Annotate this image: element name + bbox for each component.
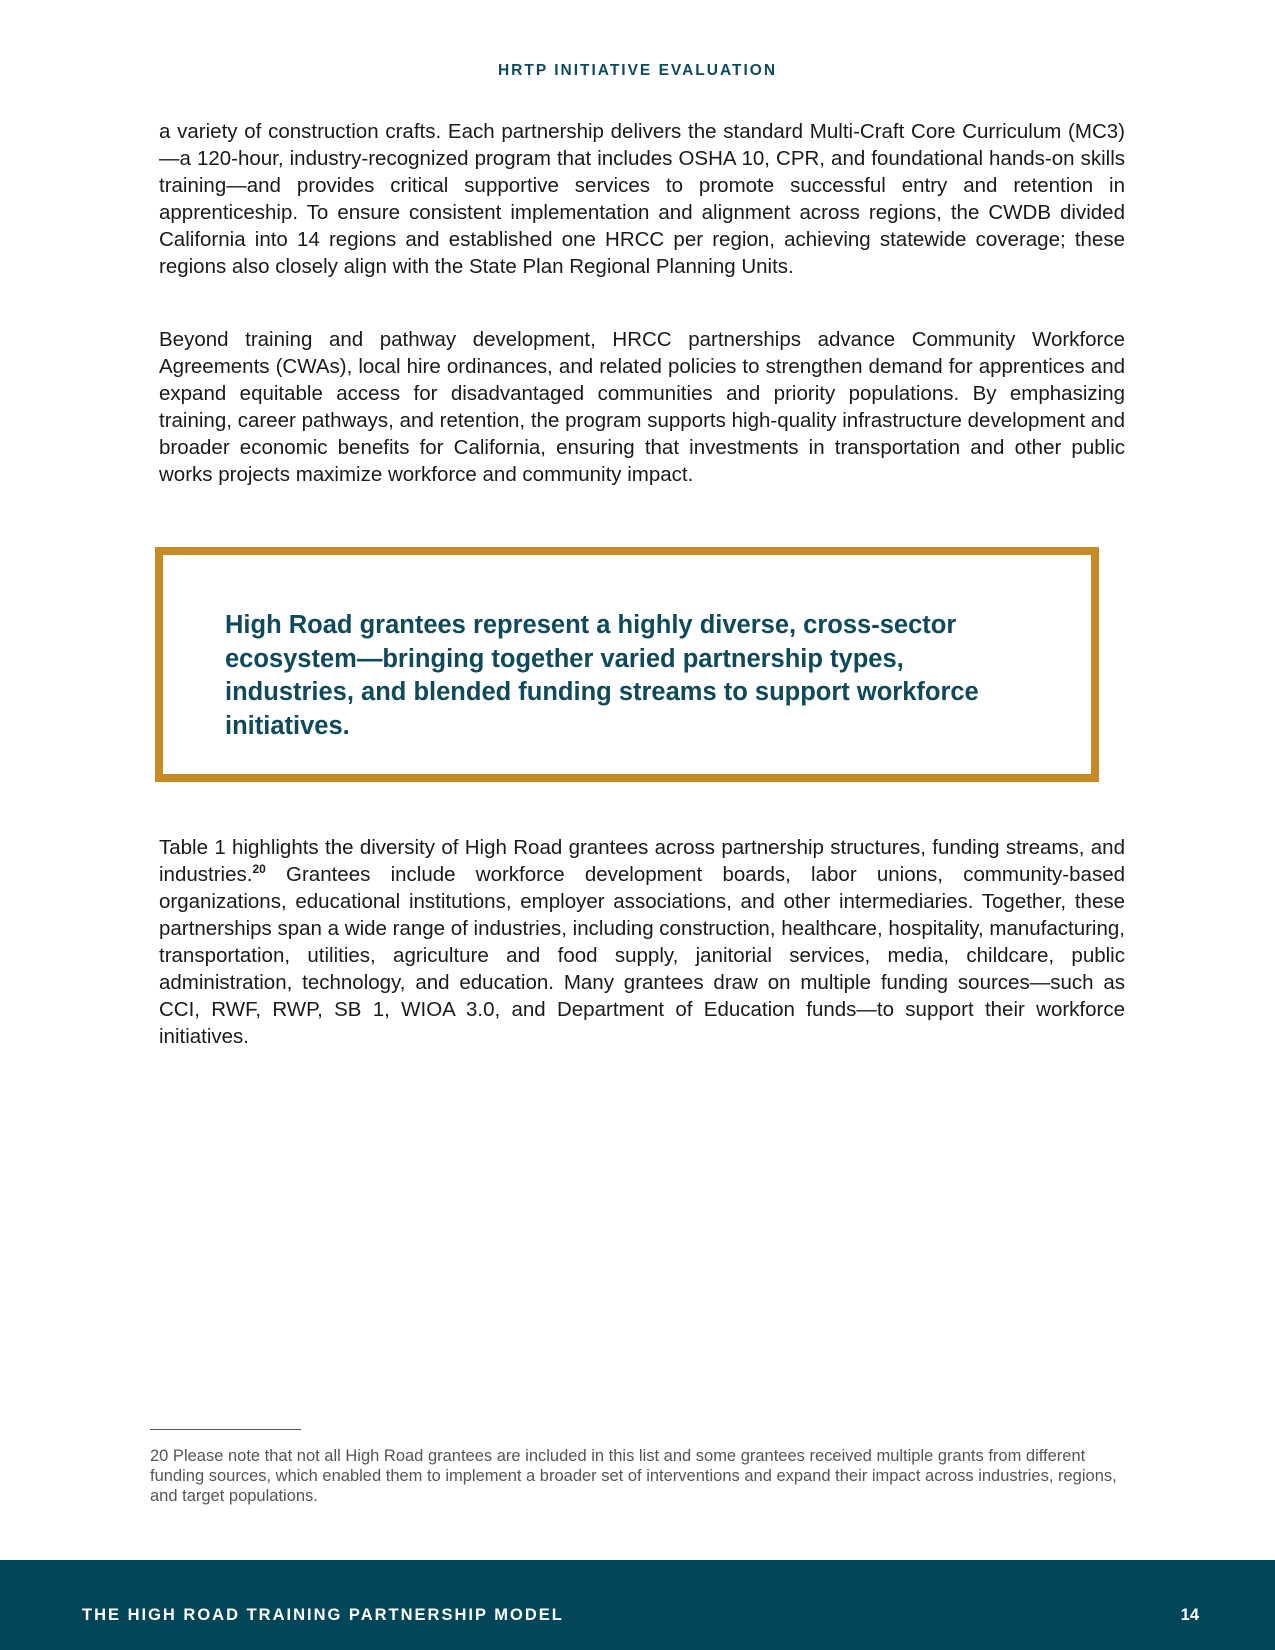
page-footer — [0, 1560, 1275, 1650]
body-paragraph-2: Beyond training and pathway development, HRCC partnerships advance Community Workforce Agreements (CWAs), local hire ordinances, and related policies to strengthen demand for apprentices and expand equitable access for disadvantaged communities and priority populations. By emphasizing training, career pathways, and retention, the program supports high-quality infrastructure development and broader economic benefits for California, ensuring that investments in transportation and other public works projects maximize workforce and community impact. — [159, 328, 1125, 486]
paragraph-3-text-after-ref: Grantees include workforce development boards, labor unions, community-based organizations, educational institutions, employer associations, and other intermediaries. Together, these partnerships span a wide range of industries, including construction, healthcare, hospitality, manufacturing, transportation, utilities, agriculture and food supply, janitorial services, media, childcare, public administration, technology, and education. Many grantees draw on multiple funding sources—such as CCI, RWF, RWP, SB 1, WIOA 3.0, and Department of Education funds—to support their workforce initiatives. — [159, 863, 1125, 1048]
footnote-divider — [150, 1429, 301, 1430]
pull-quote-box — [155, 547, 1099, 782]
paragraph-3-text-before-ref: Table 1 highlights the diversity of High Road grantees across partnership structures, funding streams, and industries. — [159, 836, 1125, 886]
footer-title: THE HIGH ROAD TRAINING PARTNERSHIP MODEL — [82, 1606, 564, 1624]
footnote-reference[interactable]: 20 — [252, 862, 266, 877]
running-header: HRTP INITIATIVE EVALUATION — [497, 62, 778, 79]
body-paragraph-3 — [159, 834, 1125, 1050]
pull-quote-text: High Road grantees represent a highly diverse, cross-sector ecosystem—bringing together varied partnership types, industries, and blended funding streams to support workforce initiatives. — [225, 611, 979, 740]
footnote-20: 20 Please note that not all High Road grantees are included in this list and some grantees received multiple grants from different funding sources, which enabled them to implement a broader set of interventions and expand their impact across industries, regions, and target populations. — [150, 1447, 1117, 1505]
body-paragraph-1: a variety of construction crafts. Each partnership delivers the standard Multi-Craft Core Curriculum (MC3)—a 120-hour, industry-recognized program that includes OSHA 10, CPR, and foundational hands-on skills training—and provides critical supportive services to promote successful entry and retention in apprenticeship. To ensure consistent implementation and alignment across regions, the CWDB divided California into 14 regions and established one HRCC per region, achieving statewide coverage; these regions also closely align with the State Plan Regional Planning Units. — [159, 120, 1125, 278]
page-number: 14 — [1180, 1606, 1199, 1624]
